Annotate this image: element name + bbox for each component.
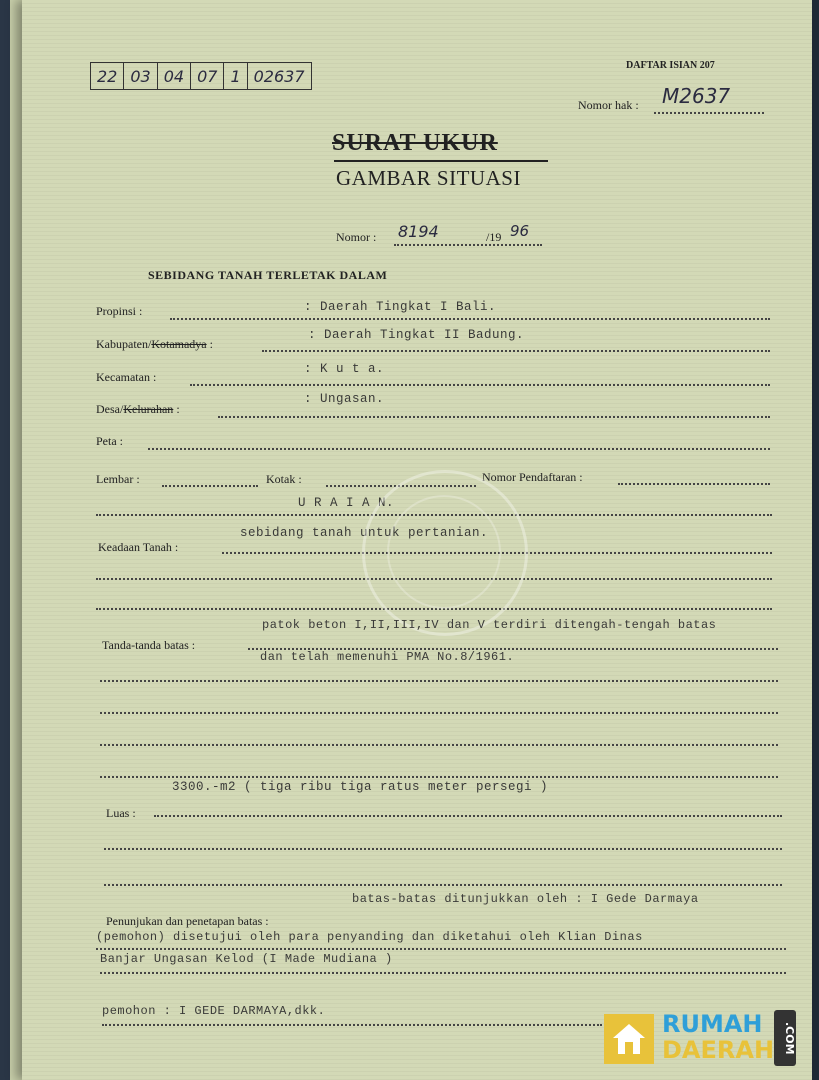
house-icon bbox=[604, 1014, 654, 1064]
luas-line-3 bbox=[104, 884, 782, 886]
kabupaten-label bbox=[96, 337, 213, 352]
peta-line bbox=[148, 448, 770, 450]
nomor-hak-label: Nomor hak : bbox=[578, 98, 639, 112]
kecamatan-label: Kecamatan : bbox=[96, 370, 157, 384]
desa-label-c: : bbox=[173, 402, 180, 416]
penunjukan-rule-2 bbox=[100, 972, 786, 974]
id-segment: 22 bbox=[91, 63, 124, 89]
watermark-line2: DAERAH bbox=[662, 1036, 775, 1064]
kabupaten-label-a: Kabupaten/ bbox=[96, 337, 152, 351]
nomor-hak-line bbox=[654, 112, 764, 114]
kotak-label: Kotak : bbox=[266, 472, 302, 486]
luas-line-2 bbox=[104, 848, 782, 850]
id-segment: 04 bbox=[158, 63, 191, 89]
kabupaten-value: : Daerah Tingkat II Badung. bbox=[308, 328, 525, 342]
tanda-line-2 bbox=[100, 680, 778, 682]
tanda-line-4 bbox=[100, 744, 778, 746]
tanda-batas-label: Tanda-tanda batas : bbox=[102, 638, 196, 652]
pemohon-rule bbox=[102, 1024, 602, 1026]
nomor-year-value: 96 bbox=[510, 222, 530, 240]
tanda-batas-line2: dan telah memenuhi PMA No.8/1961. bbox=[260, 650, 515, 664]
kabupaten-label-c: : bbox=[206, 337, 213, 351]
rumahdaerah-watermark bbox=[604, 1008, 794, 1072]
desa-label bbox=[96, 402, 180, 417]
document-page bbox=[22, 0, 812, 1080]
luas-label: Luas : bbox=[106, 806, 136, 820]
faded-seal bbox=[362, 470, 528, 636]
nomor-hak-value: M2637 bbox=[662, 84, 731, 108]
tanda-batas-line1: patok beton I,II,III,IV dan V terdiri ditengah-tengah batas bbox=[262, 618, 717, 632]
lembar-line bbox=[162, 485, 258, 487]
kelurahan-struck: Kelurahan bbox=[123, 402, 174, 416]
nomor-value: 8194 bbox=[398, 222, 439, 241]
nomor-label: Nomor : bbox=[336, 230, 377, 244]
id-segment: 03 bbox=[124, 63, 157, 89]
nomor-pendaftaran-line bbox=[618, 483, 770, 485]
luas-line-1 bbox=[154, 815, 782, 817]
propinsi-line bbox=[170, 318, 770, 320]
form-code: DAFTAR ISIAN 207 bbox=[626, 60, 715, 71]
id-segment: 07 bbox=[191, 63, 224, 89]
title-gambar-situasi: GAMBAR SITUASI bbox=[336, 166, 521, 190]
kecamatan-line bbox=[190, 384, 770, 386]
tanda-line-5 bbox=[100, 776, 778, 778]
nomor-line bbox=[394, 244, 542, 246]
keadaan-tanah-label: Keadaan Tanah : bbox=[98, 540, 179, 554]
propinsi-value: : Daerah Tingkat I Bali. bbox=[304, 300, 497, 314]
kecamatan-value: : K u t a. bbox=[304, 362, 385, 376]
uraian-heading: U R A I A N. bbox=[298, 496, 395, 510]
kabupaten-line bbox=[262, 350, 770, 352]
watermark-line1: RUMAH bbox=[662, 1010, 763, 1038]
penunjukan-rule-1 bbox=[96, 948, 786, 950]
lembar-label: Lembar : bbox=[96, 472, 140, 486]
propinsi-label: Propinsi : bbox=[96, 304, 143, 318]
penunjukan-line2: (pemohon) disetujui oleh para penyanding dan diketahui oleh Klian Dinas bbox=[96, 930, 643, 944]
binder-edge bbox=[0, 0, 22, 1080]
id-segment: 1 bbox=[224, 63, 247, 89]
nomor-pendaftaran-label: Nomor Pendaftaran : bbox=[482, 470, 583, 484]
title-rule bbox=[334, 160, 548, 162]
luas-value: 3300.-m2 ( tiga ribu tiga ratus meter persegi ) bbox=[172, 780, 549, 794]
section-heading: SEBIDANG TANAH TERLETAK DALAM bbox=[148, 268, 388, 282]
nomor-year-prefix: /19 bbox=[486, 230, 502, 244]
kotamadya-struck: Kotamadya bbox=[151, 337, 207, 351]
keadaan-tanah-value: sebidang tanah untuk pertanian. bbox=[240, 526, 489, 540]
title-surat-ukur: SURAT UKUR bbox=[332, 130, 498, 156]
pemohon-line: pemohon : I GEDE DARMAYA,dkk. bbox=[102, 1004, 326, 1018]
desa-line bbox=[218, 416, 770, 418]
penunjukan-line3: Banjar Ungasan Kelod (I Made Mudiana ) bbox=[100, 952, 393, 966]
desa-value: : Ungasan. bbox=[304, 392, 385, 406]
desa-label-a: Desa/ bbox=[96, 402, 124, 416]
id-segment: 02637 bbox=[253, 66, 305, 86]
tanda-line-3 bbox=[100, 712, 778, 714]
penunjukan-line1: batas-batas ditunjukkan oleh : I Gede Darmaya bbox=[352, 892, 699, 906]
certificate-id-boxes bbox=[90, 62, 312, 90]
peta-label: Peta : bbox=[96, 434, 123, 448]
penunjukan-label: Penunjukan dan penetapan batas : bbox=[106, 914, 269, 928]
watermark-suffix: .COM bbox=[774, 1010, 796, 1066]
